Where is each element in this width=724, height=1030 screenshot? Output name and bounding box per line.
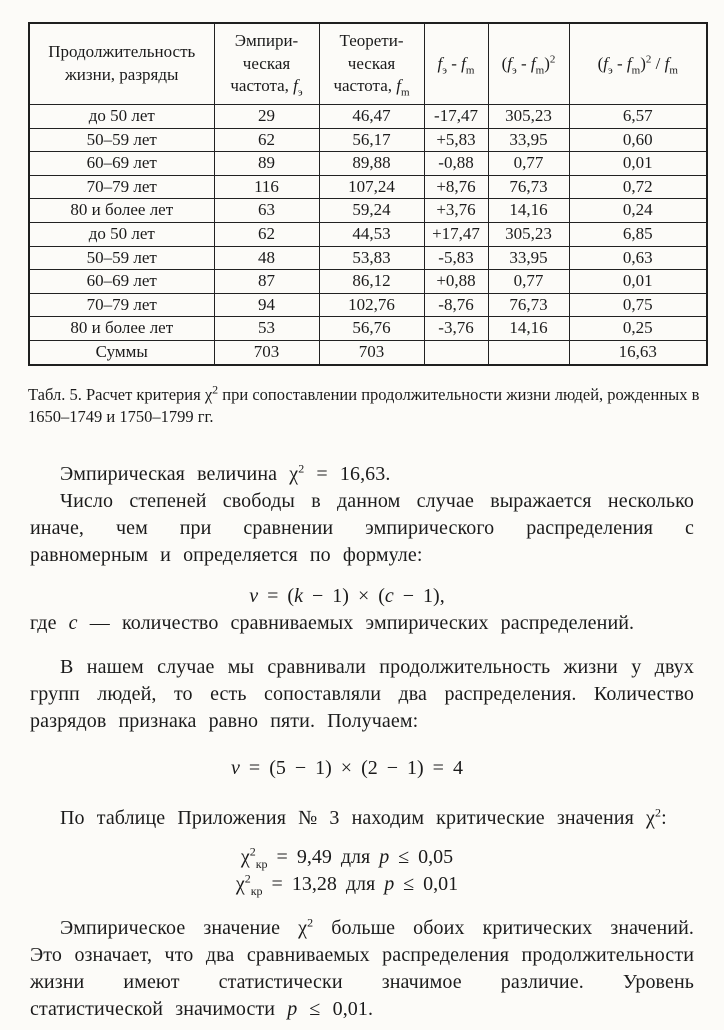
table-cell: 6,57 [569,105,707,129]
table-cell: 116 [214,175,319,199]
table-row [29,199,707,223]
table-cell: 107,24 [319,175,424,199]
table-row [29,175,707,199]
table-cell: 33,95 [488,128,569,152]
table-row [29,128,707,152]
table-row [29,246,707,270]
table-cell: +0,88 [424,270,488,294]
table-cell: 76,73 [488,175,569,199]
col-header-lifespan-categories: Продолжительность жизни, разряды [29,23,214,105]
formula-degrees-of-freedom: ν = (k − 1) × (c − 1), [249,584,445,607]
formula-nu-computation: ν = (5 − 1) × (2 − 1) = 4 [231,756,463,779]
table-cell: 80 и более лет [29,199,214,223]
table-row [29,293,707,317]
paragraph-critical-values-intro: По таблице Приложения № 3 находим критические значения $\chi^2$: [60,804,667,829]
table-cell: -8,76 [424,293,488,317]
table-cell: 87 [214,270,319,294]
formula-critical-value-001: $\chi^2_{кр} = 13,28$ для p ≤ 0,01 [235,870,459,898]
table-cell: 0,01 [569,270,707,294]
table-cell: 703 [214,340,319,364]
col-header-difference-squared: $(f_э - f_m)^2$ [488,23,569,105]
table-cell: 76,73 [488,293,569,317]
table-cell: 33,95 [488,246,569,270]
paragraph-formula-legend: где c — количество сравниваемых эмпирических распределений. [30,611,635,634]
table-cell: 0,24 [569,199,707,223]
table-cell: 29 [214,105,319,129]
table-cell: 56,76 [319,317,424,341]
table-cell: до 50 лет [29,105,214,129]
table-cell: 60–69 лет [29,270,214,294]
table-cell: 0,72 [569,175,707,199]
table-cell: +8,76 [424,175,488,199]
table-cell: 14,16 [488,317,569,341]
table-cell: 89 [214,152,319,176]
table-row [29,270,707,294]
table-cell: -0,88 [424,152,488,176]
paragraph-our-case: В нашем случае мы сравнивали продолжительность жизни у двух групп людей, то есть сопоставляли два распределения. Количество разрядов признака равно пяти. Получаем: [30,655,694,732]
table-cell: 94 [214,293,319,317]
table-caption: Табл. 5. Расчет критерия $\chi^2$ при сопоставлении продолжительности жизни людей, рожденных в 1650–1749 и 1750–1799 гг. [28,382,700,426]
table-cell: +3,76 [424,199,488,223]
table-cell: 0,63 [569,246,707,270]
table-cell: 70–79 лет [29,293,214,317]
table-cell: 48 [214,246,319,270]
table-cell: 50–59 лет [29,246,214,270]
table-cell [488,340,569,364]
paragraph-degrees-of-freedom: Число степеней свободы в данном случае выражается несколько иначе, чем при сравнении эмпирического распределения с равномерным и определяется по формуле: [30,489,694,566]
table-cell: +5,83 [424,128,488,152]
col-header-difference: $f_э - f_m$ [424,23,488,105]
table-cell: 80 и более лет [29,317,214,341]
table-row [29,152,707,176]
table-cell: +17,47 [424,222,488,246]
paragraph-empirical-value: Эмпирическая величина $\chi^2 = 16,63$. [60,460,391,485]
table-cell: 62 [214,128,319,152]
table-cell: 62 [214,222,319,246]
table-cell: 44,53 [319,222,424,246]
table-cell: 0,01 [569,152,707,176]
formula-critical-value-005: $\chi^2_{кр} = 9,49$ для p ≤ 0,05 [240,843,454,871]
table-body [29,105,707,365]
table-cell: 16,63 [569,340,707,364]
table-cell: 60–69 лет [29,152,214,176]
table-cell: 305,23 [488,105,569,129]
table-cell: 305,23 [488,222,569,246]
col-header-theoretical-frequency: Теорети- ческая частота, $f_m$ [319,23,424,105]
col-header-normalized-difference: $(f_э - f_m)^2 / f_m$ [569,23,707,105]
chi-square-table [28,22,708,366]
table-cell: до 50 лет [29,222,214,246]
table-cell: 6,85 [569,222,707,246]
table-cell: 0,77 [488,270,569,294]
table-cell: 56,17 [319,128,424,152]
table-cell: 50–59 лет [29,128,214,152]
table-row [29,105,707,129]
table-cell: 102,76 [319,293,424,317]
table-cell: -3,76 [424,317,488,341]
table-cell: 14,16 [488,199,569,223]
table-cell: 53,83 [319,246,424,270]
table-cell: 53 [214,317,319,341]
table-cell: 46,47 [319,105,424,129]
table-cell: 63 [214,199,319,223]
table-cell: 59,24 [319,199,424,223]
table-row [29,340,707,364]
table-cell: -17,47 [424,105,488,129]
table-cell: -5,83 [424,246,488,270]
table-cell: Суммы [29,340,214,364]
table-cell: 0,60 [569,128,707,152]
table-cell [424,340,488,364]
table-cell: 70–79 лет [29,175,214,199]
table-cell: 703 [319,340,424,364]
table-row [29,222,707,246]
paragraph-conclusion: Эмпирическое значение $\chi^2$ больше обоих критических значений. Это означает, что два сравниваемых распределения продолжительности жизни имеют статистически значимое различие. Уровень статистической значимости p ≤ 0,01. [30,914,694,1020]
table-cell: 0,77 [488,152,569,176]
col-header-empirical-frequency: Эмпири- ческая частота, $f_э$ [214,23,319,105]
table-header-row [29,23,707,105]
table-cell: 0,25 [569,317,707,341]
table-cell: 0,75 [569,293,707,317]
table-row [29,317,707,341]
table-cell: 86,12 [319,270,424,294]
table-cell: 89,88 [319,152,424,176]
